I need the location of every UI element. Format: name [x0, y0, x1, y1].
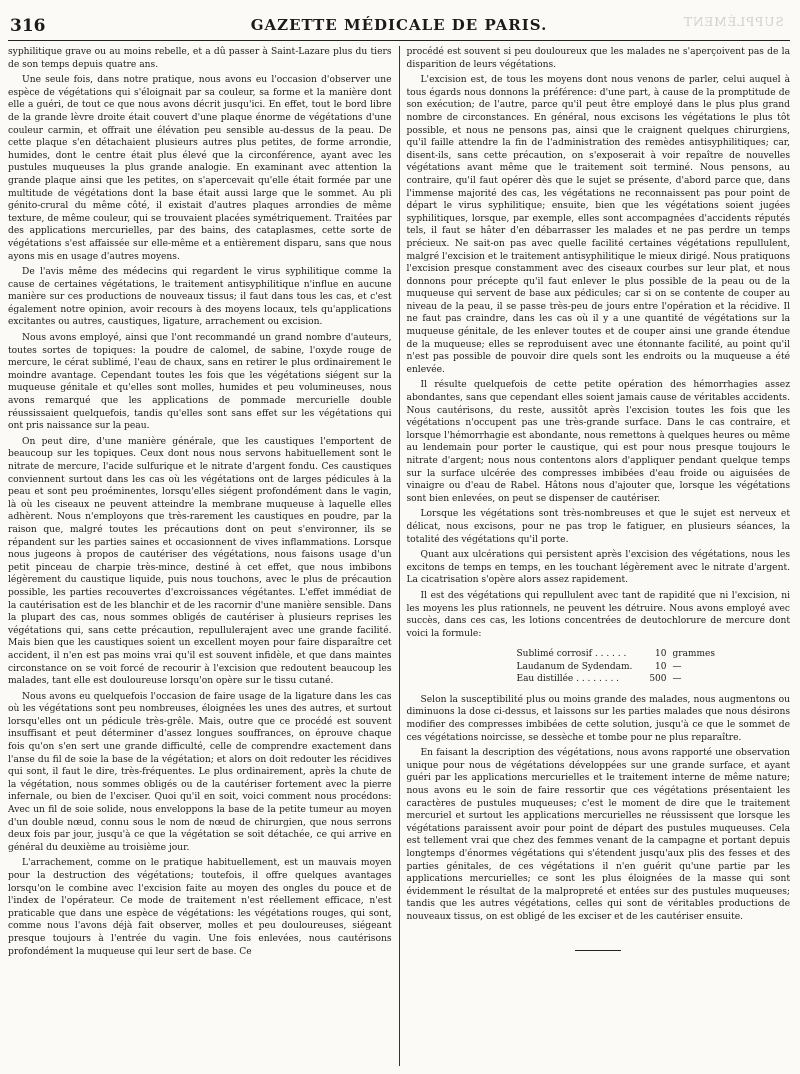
- paragraph: De l'avis même des médecins qui regardent le virus syphilitique comme la cause de certaines végétations, le traitement antisyphilitique n'influe en aucune manière sur ces productions de nouveaux tissus; il faut dans tous les cas, et c'est également notre opinion, avoir recours à des moyens locaux, tels qu'applications excitantes ou autres, caustiques, ligature, arrachement ou excision.: [8, 267, 392, 328]
- paragraph: Nous avons eu quelquefois l'occasion de faire usage de la ligature dans les cas où les végétations sont peu nombreuses, éloignées les unes des autres, et surtout lorsqu'elles ont un pédicule très-grêle. Mais, outre que ce procédé est souvent insuffisant et peut déterminer d'assez longues souffrances, on éprouve chaque fois qu'on s'en sert une grande difficulté, celle de comprendre exactement dans l'anse du fil de soie la base de la végétation; et alors on doit redouter les récidives qui sont, il faut le dire, très-fréquentes. Le plus ordinairement, après la chute de la végétation, nous sommes obligés ou de la cautériser fortement avec la pierre infernale, ou bien de l'exciser. Quoi qu'il en soit, voici comment nous procédons: Avec un fil de soie solide, nous enveloppons la base de la petite tumeur au moyen d'un double nœud, connu sous le nom de nœud de chirurgien, que nous serrons deux fois par jour, jusqu'à ce que la végétation se soit détachée, ce qui arrive en général du deuxième au troisième jour.: [8, 691, 392, 853]
- paragraph: Une seule fois, dans notre pratique, nous avons eu l'occasion d'observer une espèce de végétations qui s'éloignait par sa couleur, sa forme et la manière dont elle a guéri, de tout ce que nous avons décrit jusqu'ici. En effet, tout le bord libre de la grande lèvre droite était couvert d'une plaque énorme de végétations d'une couleur carmin, et offrait une élévation peu sensible au-dessus de la peau. De cette plaque s'en détachaient plusieurs autres plus petites, de forme arrondie, humides, dont le centre était plus élevé que la circonférence, ayant avec les pustules muqueuses la plus grande analogie. En examinant avec attention la grande plaque ainsi que les petites, on s'apercevait qu'elle était formée par une multitude de végétations dont la base était aussi large que le sommet. Au pli génito-crural du même côté, il existait d'autres plaques arrondies de même texture, de même couleur, qui se trouvaient placées symétriquement. Traitées par des applications mercurielles, par des bains, des cataplasmes, cette sorte de végétations s'est affaissée sur elle-même et a entièrement disparu, sans que nous ayons mis en usage d'autres moyens.: [8, 75, 392, 262]
- paragraph: On peut dire, d'une manière générale, que les caustiques l'emportent de beaucoup sur les topiques. Ceux dont nous nous servons habituellement sont le nitrate de mercure, l'acide sulfurique et le nitrate d'argent fondu. Ces caustiques conviennent surtout dans les cas où les végétations ont de larges pédicules à la peau et sont peu proéminentes, lorsqu'elles siégent profondément dans le vagin, là où les ciseaux ne peuvent atteindre la membrane muqueuse à laquelle elles adhèrent. Nous n'employons que très-rarement les caustiques en poudre, par la raison que, malgré toutes les précautions dont on peut s'environner, ils se répandent sur les parties saines et occasionnent de vives inflammations. Lorsque nous jugeons à propos de cautériser des végétations, nous faisons usage d'un petit pinceau de charpie très-mince, destiné à cet effet, que nous imbibons légèrement du caustique liquide, puis nous touchons, avec le plus de précaution possible, les parties recouvertes d'excroissances végétantes. L'effet immédiat de la cautérisation est de les blanchir et de les racornir d'une manière sensible. Dans la plupart des cas, nous sommes obligés de cautériser à plusieurs reprises les végétations qui, sans cette précaution, repullulerajent avec une grande facilité. Mais bien que les caustiques soient un excellent moyen pour faire disparaître cet accident, il n'en est pas moins vrai qu'il est souvent infidèle, et que dans maintes circonstance on se voit forcé de recourir à l'excision que redoutent beaucoup les malades, tant elle est douloureuse lorsqu'on opère sur le tissu cutané.: [8, 436, 392, 687]
- paragraph: En faisant la description des végétations, nous avons rapporté une observation unique pour nous de végétations développées sur une grande surface, et ayant guéri par les applications mercurielles et le traitement interne de même nature; nous avons eu le soin de faire ressortir que ces végétations présentaient les caractères de pustules muqueuses; c'est le moment de dire que le traitement mercuriel et surtout les applications mercurielles ne réussissent que lorsque les végétations paraissent avoir pour point de départ des pustules muqueuses. Cela est tellement vrai que chez des femmes venant de la campagne et portant depuis longtemps d'énormes végétations qui s'étendent jusqu'aux plis des fesses et des parties génitales, de ces végétations il n'en guérit qu'une partie par les applications mercurielles; ce sont les plus éloignées de la masse qui sont évidemment le résultat de la malpropreté et entées sur des pustules muqueuses; tandis que les autres végétations, celles qui sont de véritables productions de nouveaux tissus, on est obligé de les exciser et de les cautériser ensuite.: [406, 748, 791, 922]
- paragraph: Nous avons employé, ainsi que l'ont recommandé un grand nombre d'auteurs, toutes sortes de topiques: la poudre de calomel, de sabine, l'oxyde rouge de mercure, le cérat sublimé, l'eau de chaux, sans en retirer le plus ordinairement le moindre avantage. Cependant toutes les fois que les végétations siégent sur la muqueuse génitale et qu'elles sont molles, humides et peu volumineuses, nous avons remarqué que les applications de pommade mercurielle double réussissaient quelquefois, tandis qu'elles sont sans effet sur les végétations qui ont pris naissance sur la peau.: [8, 333, 392, 432]
- ingredient-quantity: 10: [655, 649, 667, 660]
- paragraph: Il résulte quelquefois de cette petite opération des hémorrhagies assez abondantes, sans que cependant elles soient jamais cause de véritables accidents. Nous cautérisons, du reste, aussitôt après l'excision toutes les fois que les végétations n'occupent pas une très-grande surface. Dans le cas contraire, et lorsque l'hémorrhagie est abondante, nous remettons à quelques heures ou même au lendemain pour porter le caustique, qui est pour nous presque toujours le nitrate d'argent; nous nous contentons alors d'appliquer pendant quelque temps sur la surface ulcérée des compresses imbibées d'eau froide ou aiguisées de vinaigre ou d'eau de Rabel. Hâtons nous d'ajouter que, lorsque les végétations sont bien enlevées, on peut se dispenser de cautériser.: [406, 380, 791, 504]
- bleed-through-text: SUPPLÉMENT: [683, 15, 784, 29]
- right-column: [403, 46, 791, 1066]
- formula-row: [517, 661, 791, 674]
- ingredient-name: Laudanum de Sydendam.: [516, 661, 633, 672]
- formula-row: [517, 673, 791, 686]
- paragraph: Il est des végétations qui repullulent avec tant de rapidité que ni l'excision, ni les moyens les plus rationnels, ne peuvent les détruire. Nous avons employé avec succès, dans ces cas, les lotions concentrées de deutochlorure de mercure dont voici la formule:: [406, 590, 791, 639]
- paragraph: procédé est souvent si peu douloureux que les malades ne s'aperçoivent pas de la disparition de leurs végétations.: [406, 47, 791, 70]
- ingredient-quantity: 10: [655, 661, 667, 672]
- paragraph: L'arrachement, comme on le pratique habituellement, est un mauvais moyen pour la destruction des végétations; toutefois, il offre quelques avantages lorsqu'on le combine avec l'excision faite au moyen des ongles du pouce et de l'index de l'opérateur. Ce mode de traitement n'est réellement efficace, n'est praticable que dans une espèce de végétations: les végétations rouges, qui sont, comme nous l'avons déjà fait observer, molles et peu douloureuses, siégeant presque toujours à l'entrée du vagin. Une fois enlevées, nous cautérisons profondément la muqueuse qui leur sert de base. Ce: [8, 858, 392, 957]
- page-header: [8, 14, 790, 41]
- ingredient-unit: grammes: [672, 649, 715, 660]
- end-rule: [575, 950, 621, 951]
- ingredient-unit: —: [672, 674, 682, 685]
- ingredient-name: Eau distillée . . . . . . . .: [516, 674, 620, 685]
- paragraph: syphilitique grave ou au moins rebelle, et a dû passer à Saint-Lazare plus du tiers de son temps depuis quatre ans.: [8, 47, 392, 70]
- formula-row: [517, 648, 791, 661]
- article-columns: [8, 46, 790, 1066]
- ingredient-name: Sublimé corrosif . . . . . .: [516, 649, 627, 660]
- paragraph: Quant aux ulcérations qui persistent après l'excision des végétations, nous les excitons de temps en temps, en les touchant légèrement avec le nitrate d'argent. La cicatrisation s'opère alors assez rapidement.: [406, 550, 791, 586]
- page-number: 316: [10, 16, 46, 36]
- ingredient-quantity: 500: [649, 674, 667, 685]
- paragraph: Selon la susceptibilité plus ou moins grande des malades, nous augmentons ou diminuons la dose ci-dessus, et laissons sur les parties malades que nous désirons modifier des compresses imbibées de cette solution, jusqu'à ce que le sommet de ces végétations noircisse, se dessèche et tombe pour ne plus reparaître.: [406, 694, 791, 743]
- paragraph: L'excision est, de tous les moyens dont nous venons de parler, celui auquel à tous égards nous donnons la préférence: d'une part, à cause de la promptitude de son exécution; de l'autre, parce qu'il peut être employé dans le plus plus grand nombre de circonstances. En général, nous excisons les végétations le plus tôt possible, et nous ne pensons pas, ainsi que le craignent quelques chirurgiens, qu'il faille attendre la fin de l'administration des remèdes antisyphilitiques; car, disent-ils, sans cette précaution, on s'exposerait à voir repaître de nouvelles végétations avant même que le traitement soit terminé. Nous pensons, au contraire, qu'il faut opérer dès que le sujet se présente, d'abord parce que, dans l'immense majorité des cas, les végétations ne reconnaissent pas pour point de départ le virus syphilitique; ensuite, bien que les végétations soient jugées syphilitiques, lorsque, par exemple, elles sont accompagnées d'accidents réputés tels, il faut se hâter d'en débarrasser les malades et ne pas perdre un temps précieux. Ne sait-on pas avec quelle facilité certaines végétations repullulent, malgré l'excision et le traitement antisyphilitique le mieux dirigé. Nous pratiquons l'excision presque constamment avec des ciseaux courbes sur leur plat, et nous donnons pour précepte qu'il faut enlever le plus possible de la peau ou de la muqueuse qui servent de base aux pédicules; car si on se contente de couper au niveau de la peau, il se passe très-peu de jours entre l'opération et la récidive. Il ne faut pas craindre, dans les cas où il y a une quantité de végétations sur la muqueuse génitale, de les enlever toutes et de couper ainsi une grande étendue de la muqueuse; elles se reproduisent avec une étonnante facilité, au point qu'il n'est pas possible de pouvoir dire quels sont les endroits ou la muqueuse a été enlevée.: [406, 75, 791, 375]
- left-column: [8, 46, 396, 1066]
- ingredient-unit: —: [672, 661, 682, 672]
- column-divider: [399, 46, 400, 1066]
- paragraph: Lorsque les végétations sont très-nombreuses et que le sujet est nerveux et délicat, nous excisons, pour ne pas trop le fatiguer, en plusieurs séances, la totalité des végétations qu'il porte.: [406, 509, 791, 545]
- prescription-formula: [517, 648, 791, 686]
- journal-title: GAZETTE MÉDICALE DE PARIS.: [250, 16, 548, 34]
